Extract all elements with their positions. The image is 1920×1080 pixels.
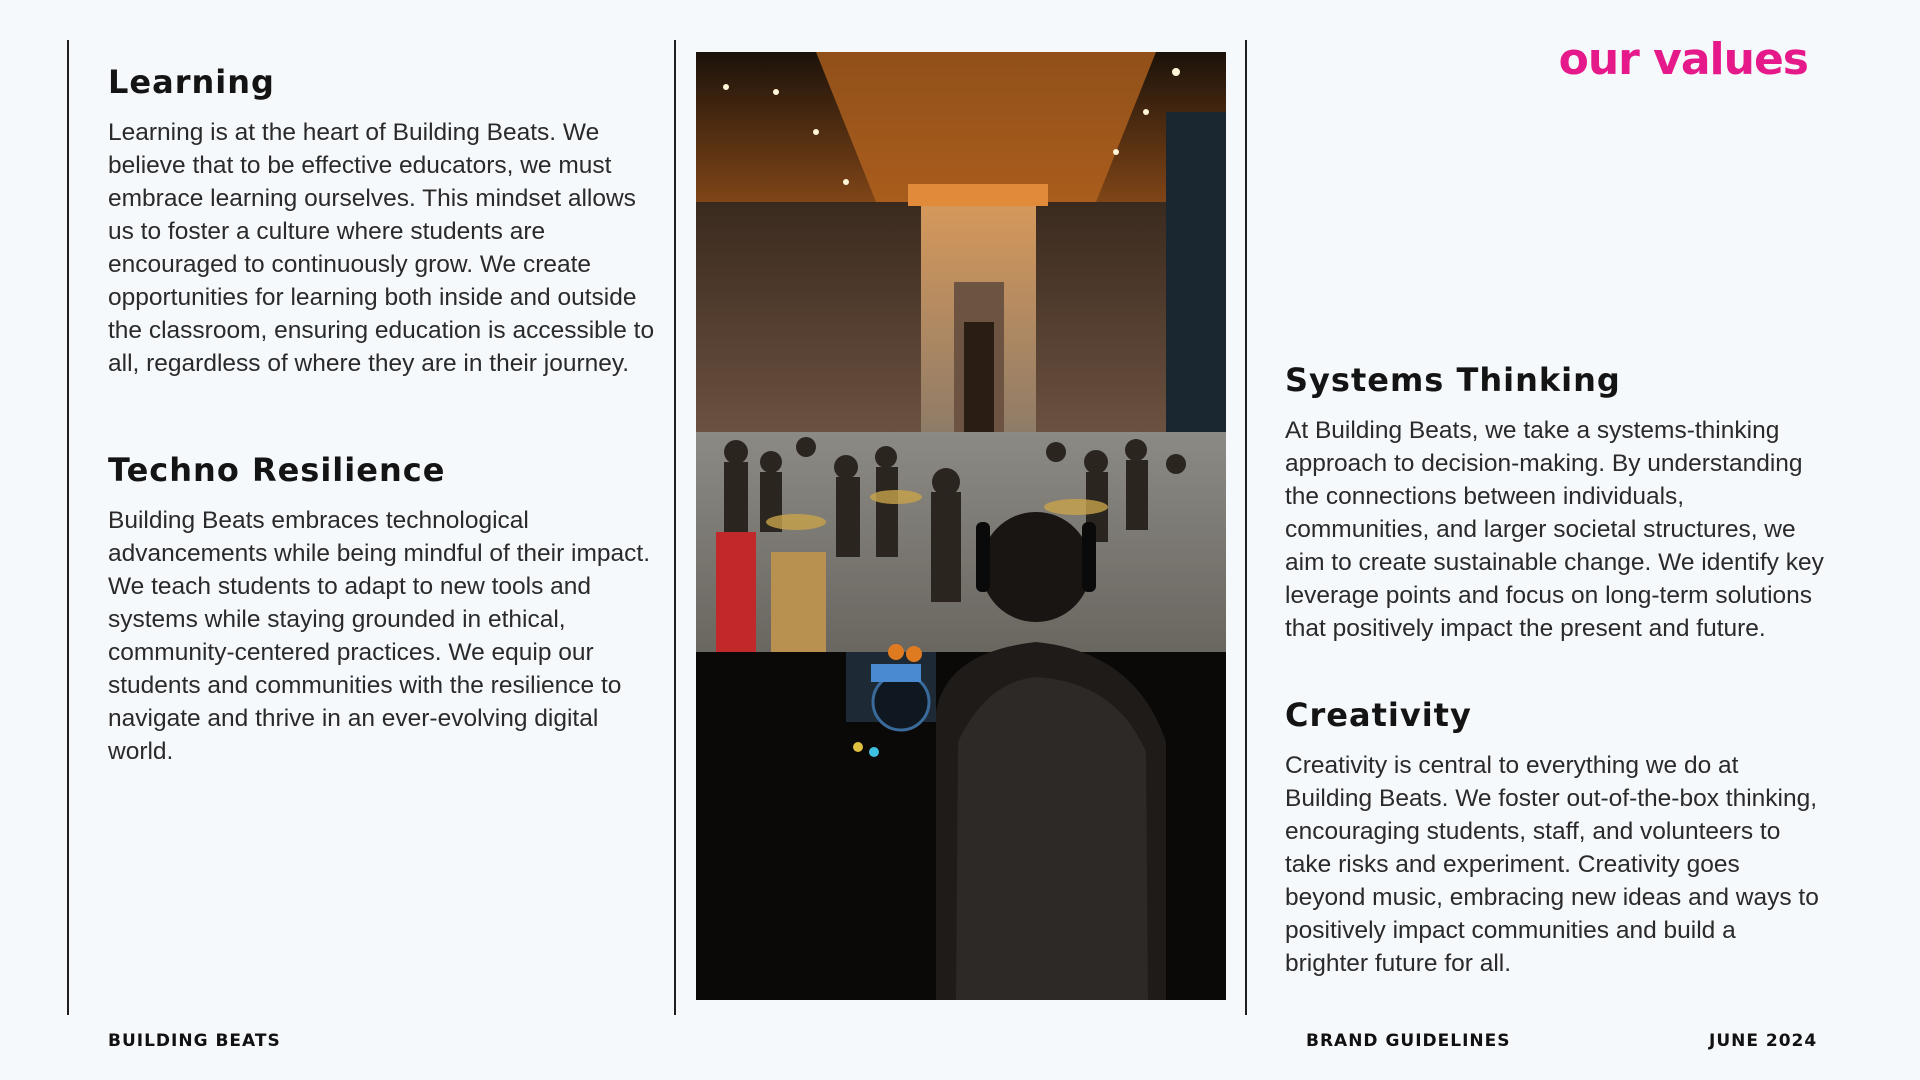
page-title: our values: [1558, 34, 1808, 85]
divider-left: [67, 40, 69, 1015]
learning-heading: Learning: [108, 63, 275, 101]
value-techno-resilience: [108, 450, 668, 768]
divider-center-right: [1245, 40, 1247, 1015]
footer-doc-title: BRAND GUIDELINES: [1306, 1031, 1511, 1051]
creativity-body: Creativity is central to everything we do at Building Beats. We foster out-of-the-box thinking, encouraging students, staff, and volunteers to take risks and experiment. Creativity goes beyond music, embracing new ideas and ways to positively impact communities and build a brighter future for all.: [1285, 752, 1819, 977]
creativity-heading: Creativity: [1285, 696, 1472, 734]
event-photo: [696, 52, 1226, 1000]
systems-thinking-heading: Systems Thinking: [1285, 361, 1621, 399]
learning-body: Learning is at the heart of Building Beats. We believe that to be effective educators, we must embrace learning ourselves. This mindset allows us to foster a culture where students are encouraged to continuously grow. We create opportunities for learning both inside and outside the classroom, ensuring education is accessible to all, regardless of where they are in their journey.: [108, 119, 655, 377]
value-creativity: [1285, 695, 1825, 980]
value-systems-thinking: [1285, 360, 1825, 645]
value-learning: [108, 62, 668, 380]
techno-resilience-heading: Techno Resilience: [108, 451, 446, 489]
techno-resilience-body: Building Beats embraces technological advancements while being mindful of their impact. We teach students to adapt to new tools and systems while staying grounded in ethical, community-centered practices. We equip our students and communities with the resilience to navigate and thrive in an ever-evolving digital world.: [108, 507, 651, 765]
systems-thinking-body: At Building Beats, we take a systems-thinking approach to decision-making. By understanding the connections between individuals, communities, and larger societal structures, we aim to create sustainable change. We identify key leverage points and focus on long-term solutions that positively impact the present and future.: [1285, 417, 1824, 642]
dj-event-illustration: [696, 52, 1226, 1000]
divider-center-left: [674, 40, 676, 1015]
footer-org: BUILDING BEATS: [108, 1031, 281, 1051]
footer-date: JUNE 2024: [1709, 1031, 1818, 1051]
